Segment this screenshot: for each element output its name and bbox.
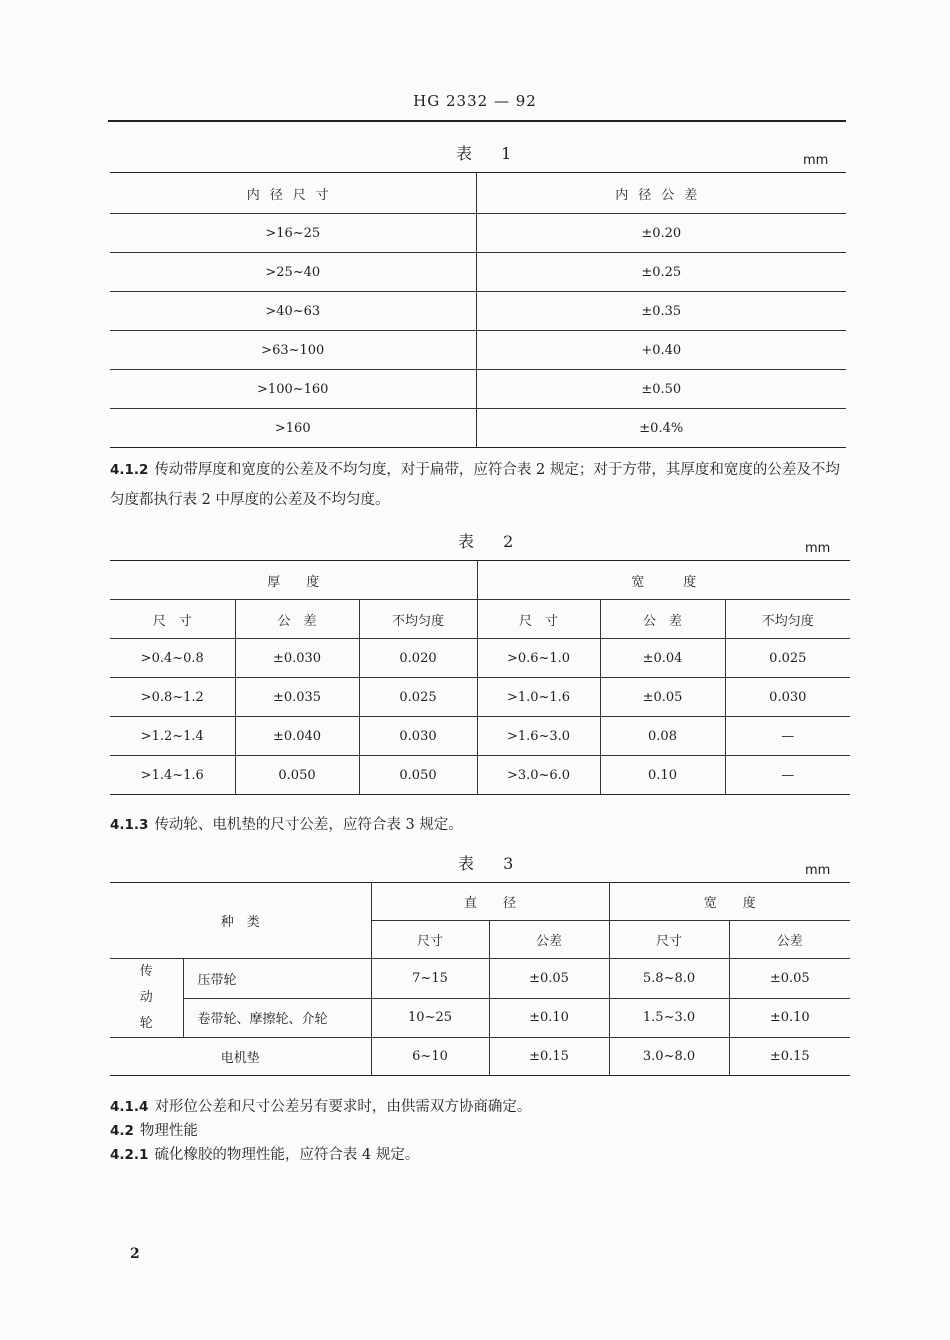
table3-sub-header: 尺寸	[371, 921, 489, 959]
table1-unit: mm	[803, 153, 829, 168]
table-cell: 0.030	[359, 717, 477, 756]
table-cell: ±0.035	[235, 678, 359, 717]
diameter-header: 直 径	[371, 883, 609, 921]
table1	[110, 172, 846, 448]
table-cell: ±0.20	[476, 214, 846, 253]
table-cell: 0.08	[600, 717, 725, 756]
table2-sub-header: 尺 寸	[477, 600, 600, 639]
table-cell: 0.020	[359, 639, 477, 678]
table-cell: —	[725, 717, 850, 756]
table-cell: >160	[110, 409, 476, 448]
table1-header-row	[110, 173, 846, 214]
table2-sub-header: 尺 寸	[110, 600, 235, 639]
table-cell: 0.10	[600, 756, 725, 795]
table-cell: 0.050	[235, 756, 359, 795]
table-cell: 0.025	[359, 678, 477, 717]
table-cell: ±0.15	[489, 1038, 609, 1076]
table-row	[110, 998, 850, 1038]
table-cell: ±0.040	[235, 717, 359, 756]
thickness-header: 厚 度	[110, 561, 477, 600]
table-row	[110, 370, 846, 409]
table-cell: ±0.05	[729, 959, 850, 999]
table2-unit: mm	[805, 541, 831, 556]
pulley-group-label: 传动轮	[110, 959, 183, 1038]
table-cell: >63~100	[110, 331, 476, 370]
table-cell: >1.6~3.0	[477, 717, 600, 756]
table2-sub-header: 不均匀度	[725, 600, 850, 639]
table-cell: ±0.15	[729, 1038, 850, 1076]
table3-caption: 表 3	[458, 854, 526, 873]
table-row	[110, 409, 846, 448]
table3-sub-header: 尺寸	[609, 921, 729, 959]
table-cell: 0.030	[725, 678, 850, 717]
table-row	[110, 292, 846, 331]
table3-unit: mm	[805, 863, 831, 878]
width-header: 宽 度	[477, 561, 850, 600]
table-cell: >3.0~6.0	[477, 756, 600, 795]
paragraph-text: 传动轮、电机垫的尺寸公差，应符合表 3 规定。	[154, 817, 463, 833]
table-cell: 7~15	[371, 959, 489, 999]
table-cell: >25~40	[110, 253, 476, 292]
paragraph-4-1-3	[110, 810, 848, 840]
table3-sub-header: 公差	[729, 921, 850, 959]
table-cell: ±0.04	[600, 639, 725, 678]
table-cell: +0.40	[476, 331, 846, 370]
table-cell: 卷带轮、摩擦轮、介轮	[183, 998, 371, 1038]
section-number: 4.1.4	[110, 1099, 149, 1115]
document-code: HG 2332 — 92	[413, 92, 537, 110]
table-cell: 0.025	[725, 639, 850, 678]
table-cell: 6~10	[371, 1038, 489, 1076]
table-cell: >100~160	[110, 370, 476, 409]
paragraph-text: 硫化橡胶的物理性能，应符合表 4 规定。	[154, 1147, 420, 1163]
header-rule	[108, 120, 846, 122]
table-cell: 10~25	[371, 998, 489, 1038]
table-cell: >1.0~1.6	[477, 678, 600, 717]
table2-sub-header: 公 差	[235, 600, 359, 639]
table2-group-header-row	[110, 561, 850, 600]
table-cell: >40~63	[110, 292, 476, 331]
table-row	[110, 756, 850, 795]
table2-caption: 表 2	[458, 532, 526, 551]
table1-caption: 表 1	[456, 144, 524, 163]
table-cell: ±0.35	[476, 292, 846, 331]
table1-header-cell: 内径尺寸	[246, 187, 339, 203]
width-header: 宽 度	[609, 883, 850, 921]
table-cell: ±0.10	[489, 998, 609, 1038]
table-row	[110, 331, 846, 370]
paragraph-4-2-1	[110, 1140, 848, 1170]
table2	[110, 560, 850, 795]
table-cell: ±0.4%	[476, 409, 846, 448]
table2-sub-header-row	[110, 600, 850, 639]
table-cell: ±0.25	[476, 253, 846, 292]
table-row	[110, 253, 846, 292]
paragraph-text: 对形位公差和尺寸公差另有要求时，由供需双方协商确定。	[154, 1099, 532, 1115]
table-row	[110, 959, 850, 999]
table-cell: ±0.10	[729, 998, 850, 1038]
table-cell: ±0.05	[489, 959, 609, 999]
table-cell: 电机垫	[110, 1038, 371, 1076]
table-cell: 0.050	[359, 756, 477, 795]
table-row	[110, 214, 846, 253]
table-cell: ±0.030	[235, 639, 359, 678]
paragraph-text: 传动带厚度和宽度的公差及不均匀度，对于扁带，应符合表 2 规定；对于方带，其厚度和宽度的公差及不均匀度都执行表 2 中厚度的公差及不均匀度。	[110, 462, 840, 508]
page-number: 2	[130, 1246, 140, 1262]
table-cell: >1.2~1.4	[110, 717, 235, 756]
table-row	[110, 717, 850, 756]
table-cell: 5.8~8.0	[609, 959, 729, 999]
table3-sub-header: 公差	[489, 921, 609, 959]
table-cell: ±0.50	[476, 370, 846, 409]
section-number: 4.2.1	[110, 1147, 149, 1163]
paragraph-text: 物理性能	[139, 1123, 198, 1139]
section-number: 4.1.3	[110, 817, 149, 833]
table-cell: —	[725, 756, 850, 795]
paragraph-4-1-2	[110, 455, 848, 515]
table-cell: >0.6~1.0	[477, 639, 600, 678]
table-cell: 1.5~3.0	[609, 998, 729, 1038]
table-cell: 3.0~8.0	[609, 1038, 729, 1076]
table-row	[110, 1038, 850, 1076]
table-cell: ±0.05	[600, 678, 725, 717]
table1-header-cell: 内径公差	[476, 173, 846, 214]
table-cell: 压带轮	[183, 959, 371, 999]
table3-header-row	[110, 883, 850, 921]
table2-sub-header: 不均匀度	[359, 600, 477, 639]
table-cell: >0.8~1.2	[110, 678, 235, 717]
kind-header: 种 类	[110, 883, 371, 959]
table-cell: >1.4~1.6	[110, 756, 235, 795]
section-number: 4.2	[110, 1123, 134, 1139]
table2-sub-header: 公 差	[600, 600, 725, 639]
table-cell: >16~25	[110, 214, 476, 253]
table-row	[110, 639, 850, 678]
table-cell: >0.4~0.8	[110, 639, 235, 678]
section-number: 4.1.2	[110, 462, 149, 478]
table3	[110, 882, 850, 1076]
table-row	[110, 678, 850, 717]
